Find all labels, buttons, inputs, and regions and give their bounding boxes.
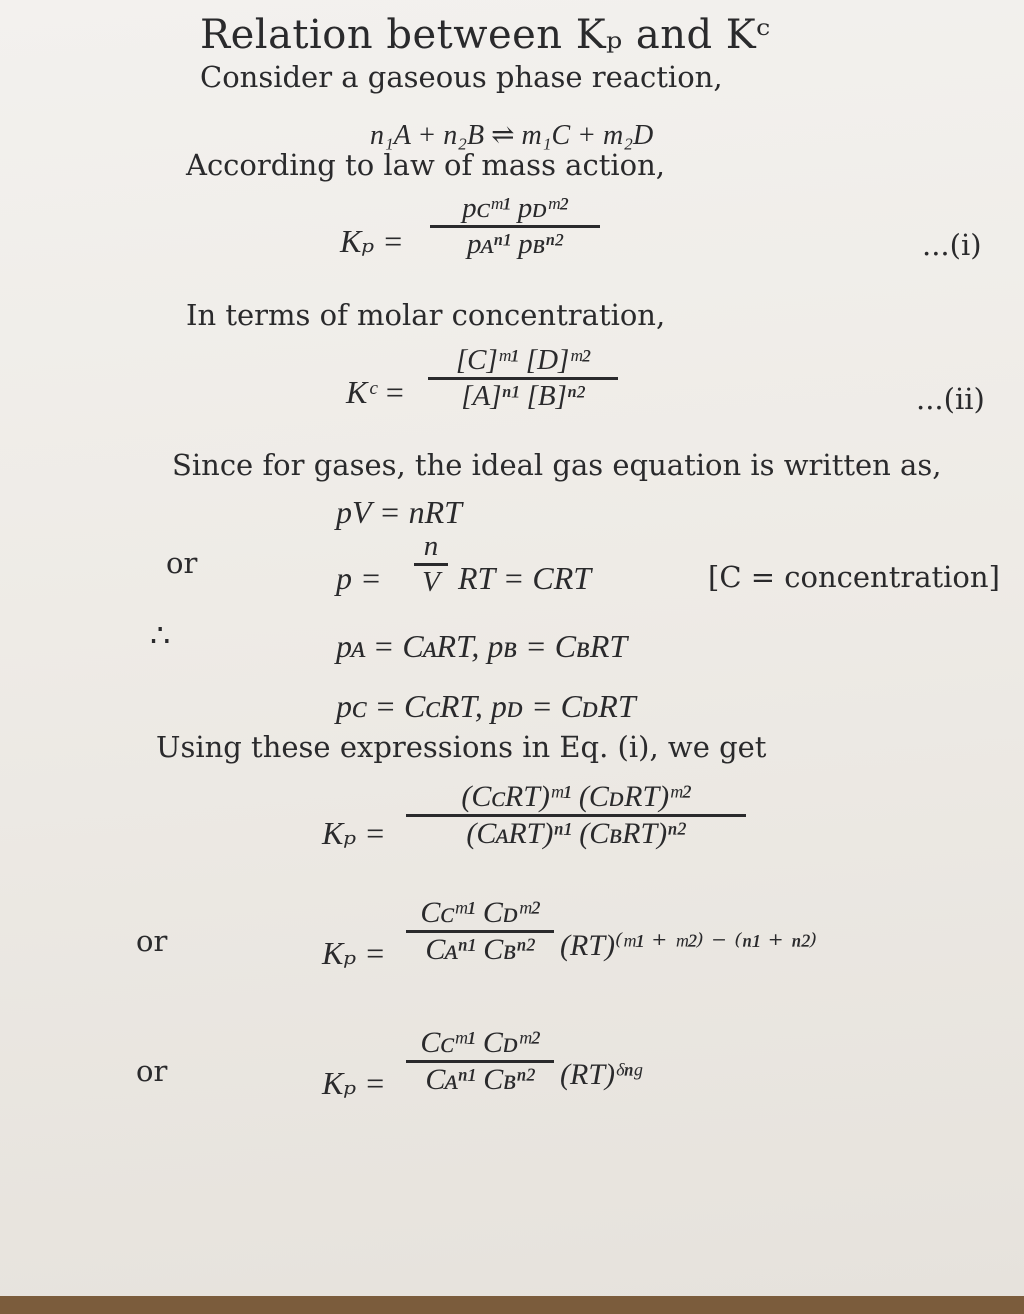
pressure-eq-lhs: p = [336, 560, 382, 596]
eq1-denominator: pᴀⁿ¹ pʙⁿ² [467, 228, 563, 260]
eq5-numerator: Cᴄᵐ¹ Cᴅᵐ² [420, 1026, 540, 1059]
gas-text: Since for gases, the ideal gas equation is written as, [172, 448, 942, 482]
eq4-exponent-term: (RT)⁽ᵐ¹ ⁺ ᵐ²⁾ ⁻ ⁽ⁿ¹ ⁺ ⁿ²⁾ [560, 929, 817, 962]
eq4-numerator: Cᴄᵐ¹ Cᴅᵐ² [420, 896, 540, 929]
eq1-fraction [430, 192, 600, 261]
eq3-lhs: Kₚ = [322, 815, 386, 851]
eq1-tag: ...(i) [922, 228, 982, 262]
reaction-equation: n₁A + n₂B ⇌ m₁C + m₂D [370, 120, 654, 151]
eq2-denominator: [A]ⁿ¹ [B]ⁿ² [461, 380, 585, 412]
pressure-denominator: V [422, 566, 440, 598]
partial-pressure-ab: pᴀ = CᴀRT, pʙ = CʙRT [336, 628, 628, 664]
eq2-fraction [428, 344, 618, 413]
eq5-lhs: Kₚ = [322, 1065, 386, 1101]
or-label-2: or [136, 924, 168, 958]
intro-text: Consider a gaseous phase reaction, [200, 60, 723, 94]
eq2-numerator: [C]ᵐ¹ [D]ᵐ² [455, 344, 591, 376]
therefore-symbol: ∴ [150, 616, 171, 654]
law-text: According to law of mass action, [186, 148, 665, 182]
eq5-fraction [406, 1026, 554, 1097]
or-label-3: or [136, 1054, 168, 1088]
table-edge [0, 1296, 1024, 1314]
molar-text: In terms of molar concentration, [186, 298, 666, 332]
eq1-numerator: pᴄᵐ¹ pᴅᵐ² [462, 192, 568, 224]
pressure-fraction [414, 530, 448, 599]
using-text: Using these expressions in Eq. (i), we get [156, 730, 767, 764]
eq4-denominator: Cᴀⁿ¹ Cʙⁿ² [425, 933, 535, 966]
eq3-numerator: (CᴄRT)ᵐ¹ (CᴅRT)ᵐ² [461, 780, 691, 813]
pressure-numerator: n [423, 530, 439, 562]
eq5-denominator: Cᴀⁿ¹ Cʙⁿ² [425, 1063, 535, 1096]
eq1-lhs: Kₚ = [340, 223, 404, 259]
ideal-gas-eq: pV = nRT [336, 494, 462, 530]
concentration-note: [C = concentration] [708, 560, 1000, 594]
section-heading: Relation between Kₚ and Kᶜ [200, 12, 771, 58]
partial-pressure-cd: pᴄ = CᴄRT, pᴅ = CᴅRT [336, 688, 636, 724]
or-label-1: or [166, 546, 198, 580]
eq3-denominator: (CᴀRT)ⁿ¹ (CʙRT)ⁿ² [466, 817, 686, 850]
eq2-lhs: Kᶜ = [346, 374, 406, 410]
eq2-tag: ...(ii) [916, 382, 985, 416]
eq4-fraction [406, 896, 554, 967]
eq4-lhs: Kₚ = [322, 935, 386, 971]
pressure-eq-rhs: RT = CRT [458, 560, 592, 596]
eq5-delta-n-term: (RT)ᵟⁿᵍ [560, 1058, 642, 1091]
eq3-fraction [406, 780, 746, 851]
